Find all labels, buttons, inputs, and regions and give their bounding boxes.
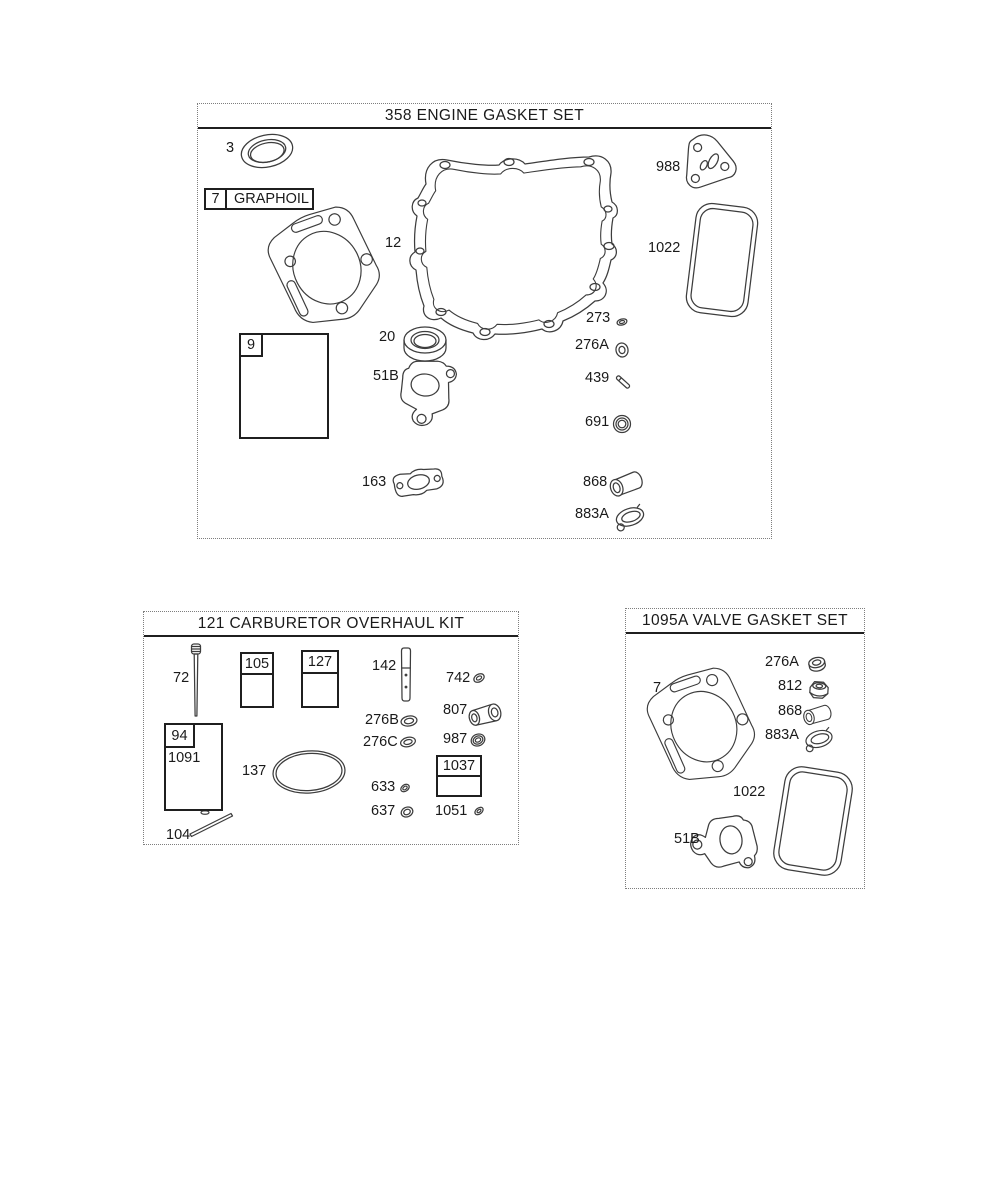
- part-1051-label: 1051: [435, 803, 468, 819]
- part-3-label: 3: [226, 140, 235, 156]
- part-812-nut-drawing: [809, 681, 828, 698]
- part-9-label: 9: [241, 335, 263, 357]
- part-51bv-label: 51B: [674, 831, 700, 847]
- part-163-label: 163: [362, 474, 387, 490]
- part-137-oring-drawing: [272, 749, 347, 796]
- part-276a-seal-drawing: [615, 342, 629, 358]
- part-105-label: 105: [242, 654, 272, 675]
- part-868v-label: 868: [778, 703, 803, 719]
- part-163-gasket-drawing: [392, 464, 445, 500]
- part-633-oring-drawing: [399, 783, 410, 794]
- part-20-label: 20: [379, 329, 396, 345]
- valve-gasket-set-title: 1095A VALVE GASKET SET: [626, 609, 864, 634]
- part-276b-label: 276B: [365, 712, 399, 728]
- engine-gasket-set-drawing: [198, 104, 771, 538]
- part-1022-label: 1022: [648, 240, 681, 256]
- kit-105-box: [240, 652, 274, 708]
- part-276b-oring-drawing: [400, 715, 417, 728]
- part-988-label: 988: [656, 159, 681, 175]
- part-3-washer-drawing: [238, 130, 296, 172]
- part-137-label: 137: [242, 763, 267, 779]
- part-7v-head-gasket-drawing: [638, 658, 768, 795]
- engine-gasket-set-panel: [197, 103, 772, 539]
- part-72-label: 72: [173, 670, 190, 686]
- part-868-bushing-drawing: [608, 470, 645, 498]
- part-637-oring-drawing: [400, 805, 415, 819]
- part-51b-label: 51B: [373, 368, 399, 384]
- part-987-label: 987: [443, 731, 468, 747]
- valve-gasket-set-panel: [625, 608, 865, 889]
- part-439-pin-drawing: [616, 375, 631, 389]
- part-812-label: 812: [778, 678, 803, 694]
- engine-gasket-set-title: 358 ENGINE GASKET SET: [198, 104, 771, 129]
- part-883a-clamp-drawing: [612, 504, 646, 532]
- part-1022v-label: 1022: [733, 784, 766, 800]
- carburetor-overhaul-kit-title: 121 CARBURETOR OVERHAUL KIT: [144, 612, 518, 637]
- part-883av-label: 883A: [765, 727, 799, 743]
- part-276c-oring-drawing: [400, 736, 417, 749]
- part-987-oring-drawing: [469, 732, 487, 748]
- part-742-oring-drawing: [472, 672, 485, 684]
- part-1022-cover-gasket-drawing: [685, 202, 760, 319]
- part-7-label: 7: [206, 190, 227, 208]
- part-273-seal-drawing: [616, 318, 627, 326]
- part-807-bushing-drawing: [467, 703, 502, 728]
- part-7-head-gasket-drawing: [258, 196, 393, 338]
- part-104-label: 104: [166, 827, 191, 843]
- kit-1037-box: [436, 755, 482, 797]
- part-142-tube-drawing: [402, 648, 411, 701]
- part-691-seal-drawing: [614, 416, 631, 433]
- part-12-label: 12: [385, 235, 402, 251]
- part-273-label: 273: [586, 310, 611, 326]
- part-72-needle-drawing: [192, 644, 201, 716]
- part-51b-gasket-drawing: [398, 358, 458, 429]
- part-742-label: 742: [446, 670, 471, 686]
- kit-9-box: [239, 333, 329, 439]
- part-7v-label: 7: [653, 680, 662, 696]
- part-127-label: 127: [303, 652, 337, 674]
- part-883av-clamp-drawing: [803, 727, 835, 752]
- kit-94-box: [164, 723, 223, 811]
- part-276a-label: 276A: [575, 337, 609, 353]
- valve-gasket-set-drawing: [626, 609, 864, 888]
- part-1051-oring-drawing: [474, 806, 485, 816]
- part-439-label: 439: [585, 370, 610, 386]
- part-94-label: 94: [166, 725, 195, 748]
- part-1037-label: 1037: [438, 757, 480, 777]
- graphoil-label: GRAPHOIL: [234, 191, 309, 207]
- part-276av-label: 276A: [765, 654, 799, 670]
- carburetor-overhaul-kit-panel: [143, 611, 519, 845]
- part-988-gasket-drawing: [684, 133, 739, 191]
- part-104-rod-drawing: [190, 814, 233, 837]
- part-637-label: 637: [371, 803, 396, 819]
- kit-127-box: [301, 650, 339, 708]
- part-633-label: 633: [371, 779, 396, 795]
- part-868-label: 868: [583, 474, 608, 490]
- part-20-oil-seal-drawing: [404, 327, 446, 361]
- part-276av-seal-drawing: [808, 656, 826, 673]
- part-142-label: 142: [372, 658, 397, 674]
- part-883a-label: 883A: [575, 506, 609, 522]
- part-1091-label: 1091: [168, 750, 201, 766]
- part-868v-bushing-drawing: [802, 704, 833, 726]
- part-276c-label: 276C: [363, 734, 398, 750]
- part-1022v-cover-gasket-drawing: [771, 764, 854, 877]
- graphoil-label-box: [204, 188, 314, 210]
- part-691-label: 691: [585, 414, 610, 430]
- part-807-label: 807: [443, 702, 468, 718]
